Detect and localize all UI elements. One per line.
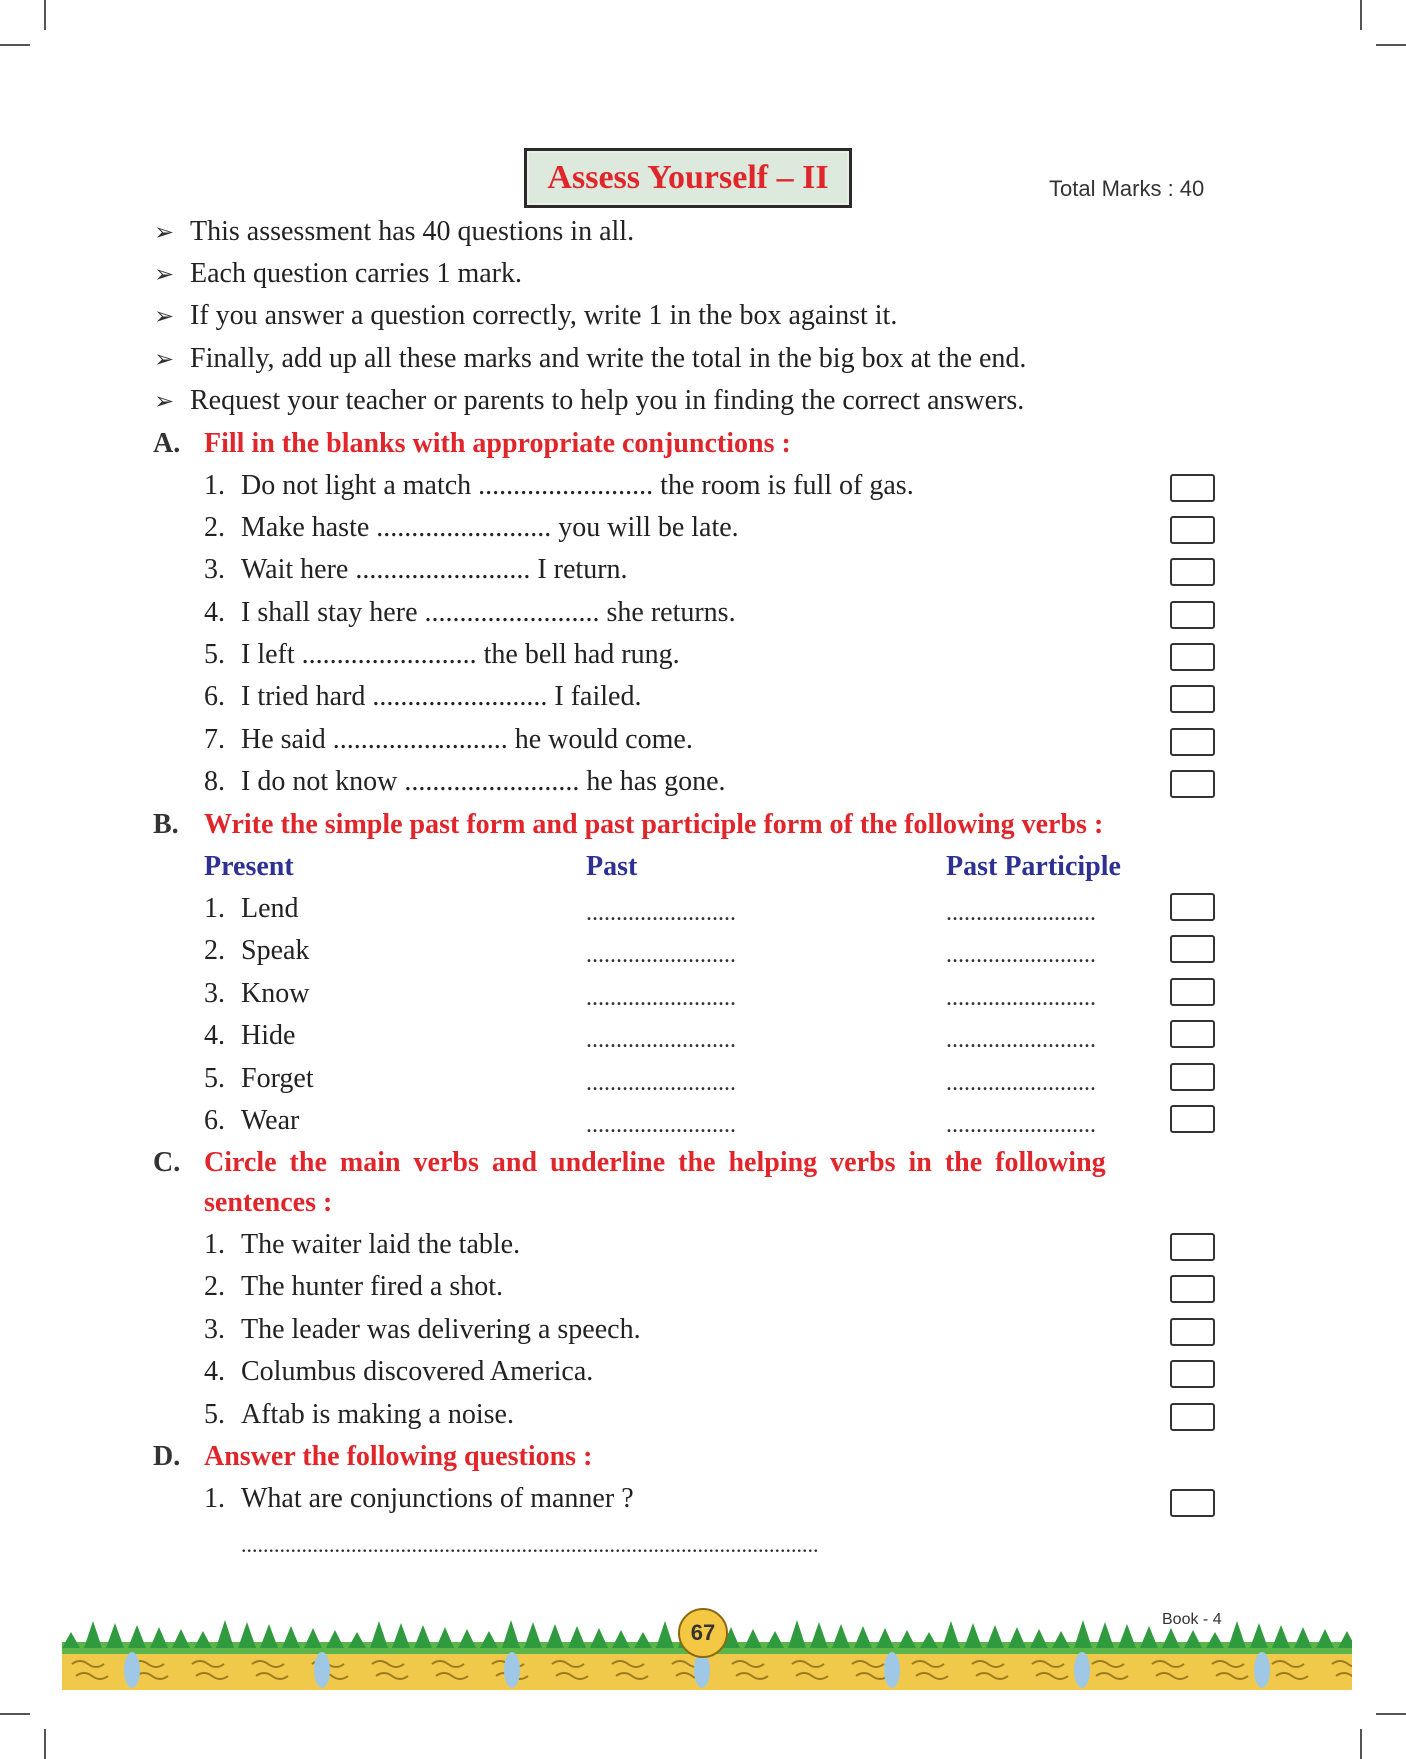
tree-shape	[1294, 1627, 1312, 1648]
tree-shape	[1250, 1623, 1268, 1648]
tree-shape	[1184, 1630, 1202, 1648]
tree-shape	[1316, 1629, 1334, 1648]
tree-shape	[1272, 1625, 1290, 1648]
verb-present: Wear	[241, 1105, 300, 1136]
instruction-item: Finally, add up all these marks and write the total in the big box at the end.	[190, 343, 1027, 374]
tree-shape	[260, 1624, 278, 1648]
tree-shape	[1338, 1631, 1352, 1648]
section-heading: Circle the main verbs and underline the helping verbs in the following	[204, 1147, 1106, 1178]
verb-present: Know	[241, 978, 310, 1009]
answer-blank-past[interactable]: .........................	[586, 942, 736, 968]
tree-shape	[392, 1623, 410, 1648]
tree-shape	[590, 1628, 608, 1648]
page-number-badge	[678, 1608, 728, 1658]
column-header-past-participle: Past Participle	[946, 851, 1121, 882]
answer-blank-past[interactable]: .........................	[586, 1027, 736, 1053]
stream-shape	[884, 1652, 900, 1688]
tree-shape	[788, 1620, 806, 1648]
tree-shape	[304, 1628, 322, 1648]
book-label: Book - 4	[1162, 1611, 1222, 1628]
tree-shape	[458, 1629, 476, 1648]
tree-shape	[568, 1626, 586, 1648]
stream-shape	[124, 1652, 140, 1688]
mark-box[interactable]	[1170, 558, 1215, 586]
tree-shape	[876, 1628, 894, 1648]
mark-box[interactable]	[1170, 1403, 1215, 1431]
mark-box[interactable]	[1170, 935, 1215, 963]
question-number: 2.	[204, 1271, 225, 1302]
tree-shape	[480, 1631, 498, 1648]
tree-shape	[238, 1622, 256, 1648]
section-letter: A.	[153, 428, 181, 459]
question-text: I tried hard ......................... I failed.	[241, 681, 642, 712]
mark-box[interactable]	[1170, 1063, 1215, 1091]
tree-shape	[634, 1632, 652, 1648]
tree-shape	[216, 1620, 234, 1648]
tree-shape	[612, 1630, 630, 1648]
question-number: 4.	[204, 1020, 225, 1051]
verb-present: Forget	[241, 1063, 314, 1094]
section-heading: Answer the following questions :	[204, 1441, 593, 1472]
mark-box[interactable]	[1170, 1360, 1215, 1388]
tree-shape	[106, 1623, 124, 1648]
question-number: 3.	[204, 1314, 225, 1345]
tree-shape	[986, 1625, 1004, 1648]
question-number: 4.	[204, 597, 225, 628]
tree-shape	[898, 1630, 916, 1648]
question-number: 3.	[204, 978, 225, 1009]
answer-blank-participle[interactable]: .........................	[946, 985, 1096, 1011]
mark-box[interactable]	[1170, 474, 1215, 502]
question-text: I left ......................... the bell had rung.	[241, 639, 680, 670]
tree-shape	[1074, 1620, 1092, 1648]
question-number: 1.	[204, 893, 225, 924]
question-text: Wait here ......................... I return.	[241, 554, 628, 585]
bullet-arrow-icon: ➢	[154, 347, 175, 373]
bullet-arrow-icon: ➢	[154, 220, 175, 246]
question-number: 7.	[204, 724, 225, 755]
tree-shape	[766, 1631, 784, 1648]
mark-box[interactable]	[1170, 685, 1215, 713]
tree-shape	[1140, 1626, 1158, 1648]
answer-blank-past[interactable]: .........................	[586, 1112, 736, 1138]
column-header-present: Present	[204, 851, 294, 882]
tree-shape	[370, 1621, 388, 1648]
section-letter: C.	[153, 1147, 181, 1178]
question-text: Make haste ......................... you will be late.	[241, 512, 739, 543]
tree-shape	[942, 1621, 960, 1648]
tree-shape	[524, 1622, 542, 1648]
tree-shape	[1030, 1629, 1048, 1648]
question-text: Aftab is making a noise.	[241, 1399, 514, 1430]
bullet-arrow-icon: ➢	[154, 304, 175, 330]
tree-shape	[502, 1620, 520, 1648]
crop-mark	[1360, 1729, 1362, 1759]
mark-box[interactable]	[1170, 770, 1215, 798]
mark-box[interactable]	[1170, 516, 1215, 544]
tree-shape	[348, 1632, 366, 1648]
crop-mark	[44, 1729, 46, 1759]
question-number: 6.	[204, 681, 225, 712]
tree-shape	[1052, 1631, 1070, 1648]
tree-shape	[1008, 1627, 1026, 1648]
section-heading: Fill in the blanks with appropriate conjunctions :	[204, 428, 791, 459]
answer-blank-participle[interactable]: .........................	[946, 1027, 1096, 1053]
answer-line[interactable]: .........................................................................................................	[241, 1532, 819, 1557]
crop-mark	[1376, 44, 1406, 46]
tree-shape	[172, 1629, 190, 1648]
answer-blank-participle[interactable]: .........................	[946, 942, 1096, 968]
instruction-item: Request your teacher or parents to help you in finding the correct answers.	[190, 385, 1025, 416]
crop-mark	[1360, 0, 1362, 30]
tree-shape	[150, 1627, 168, 1648]
question-text: I shall stay here ......................... she returns.	[241, 597, 736, 628]
tree-shape	[1162, 1628, 1180, 1648]
tree-shape	[854, 1626, 872, 1648]
mark-box[interactable]	[1170, 1105, 1215, 1133]
tree-shape	[1206, 1632, 1224, 1648]
stream-shape	[314, 1652, 330, 1688]
verb-present: Hide	[241, 1020, 296, 1051]
question-number: 3.	[204, 554, 225, 585]
question-text: The waiter laid the table.	[241, 1229, 521, 1260]
mark-box[interactable]	[1170, 1489, 1215, 1517]
question-text: The hunter fired a shot.	[241, 1271, 504, 1302]
tree-shape	[194, 1631, 212, 1648]
question-number: 4.	[204, 1356, 225, 1387]
question-text: I do not know ......................... he has gone.	[241, 766, 726, 797]
answer-blank-past[interactable]: .........................	[586, 1070, 736, 1096]
tree-shape	[414, 1625, 432, 1648]
tree-shape	[1228, 1621, 1246, 1648]
tree-shape	[656, 1621, 674, 1648]
mark-box[interactable]	[1170, 728, 1215, 756]
tree-shape	[84, 1621, 102, 1648]
answer-blank-past[interactable]: .........................	[586, 985, 736, 1011]
question-text: What are conjunctions of manner ?	[241, 1483, 634, 1514]
question-number: 1.	[204, 1229, 225, 1260]
crop-mark	[0, 44, 30, 46]
question-number: 1.	[204, 470, 225, 501]
section-heading-continued: sentences :	[204, 1187, 333, 1218]
instruction-item: This assessment has 40 questions in all.	[190, 216, 635, 247]
instruction-item: Each question carries 1 mark.	[190, 258, 522, 289]
tree-shape	[1118, 1624, 1136, 1648]
mark-box[interactable]	[1170, 978, 1215, 1006]
answer-blank-past[interactable]: .........................	[586, 900, 736, 926]
tree-shape	[832, 1624, 850, 1648]
question-number: 2.	[204, 512, 225, 543]
tree-shape	[744, 1629, 762, 1648]
tree-shape	[546, 1624, 564, 1648]
stream-shape	[504, 1652, 520, 1688]
page-title-text: Assess Yourself – II	[547, 159, 829, 196]
bullet-arrow-icon: ➢	[154, 262, 175, 288]
answer-blank-participle[interactable]: .........................	[946, 1112, 1096, 1138]
question-text: Columbus discovered America.	[241, 1356, 594, 1387]
crop-mark	[44, 0, 46, 30]
mark-box[interactable]	[1170, 643, 1215, 671]
instruction-item: If you answer a question correctly, write 1 in the box against it.	[190, 300, 898, 331]
verb-present: Lend	[241, 893, 299, 924]
mark-box[interactable]	[1170, 1275, 1215, 1303]
page-title	[524, 148, 852, 208]
bullet-arrow-icon: ➢	[154, 389, 175, 415]
mark-box[interactable]	[1170, 1318, 1215, 1346]
tree-shape	[128, 1625, 146, 1648]
question-number: 2.	[204, 935, 225, 966]
verb-present: Speak	[241, 935, 310, 966]
total-marks: Total Marks : 40	[1049, 176, 1205, 201]
tree-shape	[62, 1632, 80, 1648]
crop-mark	[1376, 1713, 1406, 1715]
question-number: 5.	[204, 1399, 225, 1430]
page-number: 67	[690, 1620, 716, 1645]
mark-box[interactable]	[1170, 1233, 1215, 1261]
mark-box[interactable]	[1170, 893, 1215, 921]
section-letter: D.	[153, 1441, 181, 1472]
mark-box[interactable]	[1170, 1020, 1215, 1048]
tree-shape	[282, 1626, 300, 1648]
question-number: 8.	[204, 766, 225, 797]
tree-shape	[810, 1622, 828, 1648]
question-text: Do not light a match ......................... the room is full of gas.	[241, 470, 914, 501]
mark-box[interactable]	[1170, 601, 1215, 629]
stream-shape	[1074, 1652, 1090, 1688]
tree-shape	[964, 1623, 982, 1648]
answer-blank-participle[interactable]: .........................	[946, 900, 1096, 926]
question-number: 5.	[204, 1063, 225, 1094]
answer-blank-participle[interactable]: .........................	[946, 1070, 1096, 1096]
question-number: 1.	[204, 1483, 225, 1514]
column-header-past: Past	[586, 851, 638, 882]
question-number: 5.	[204, 639, 225, 670]
section-heading: Write the simple past form and past participle form of the following verbs :	[204, 809, 1104, 840]
tree-shape	[1096, 1622, 1114, 1648]
stream-shape	[1254, 1652, 1270, 1688]
tree-shape	[326, 1630, 344, 1648]
crop-mark	[0, 1713, 30, 1715]
section-letter: B.	[153, 809, 179, 840]
tree-shape	[920, 1632, 938, 1648]
question-number: 6.	[204, 1105, 225, 1136]
question-text: He said ......................... he would come.	[241, 724, 693, 755]
tree-shape	[436, 1627, 454, 1648]
question-text: The leader was delivering a speech.	[241, 1314, 641, 1345]
